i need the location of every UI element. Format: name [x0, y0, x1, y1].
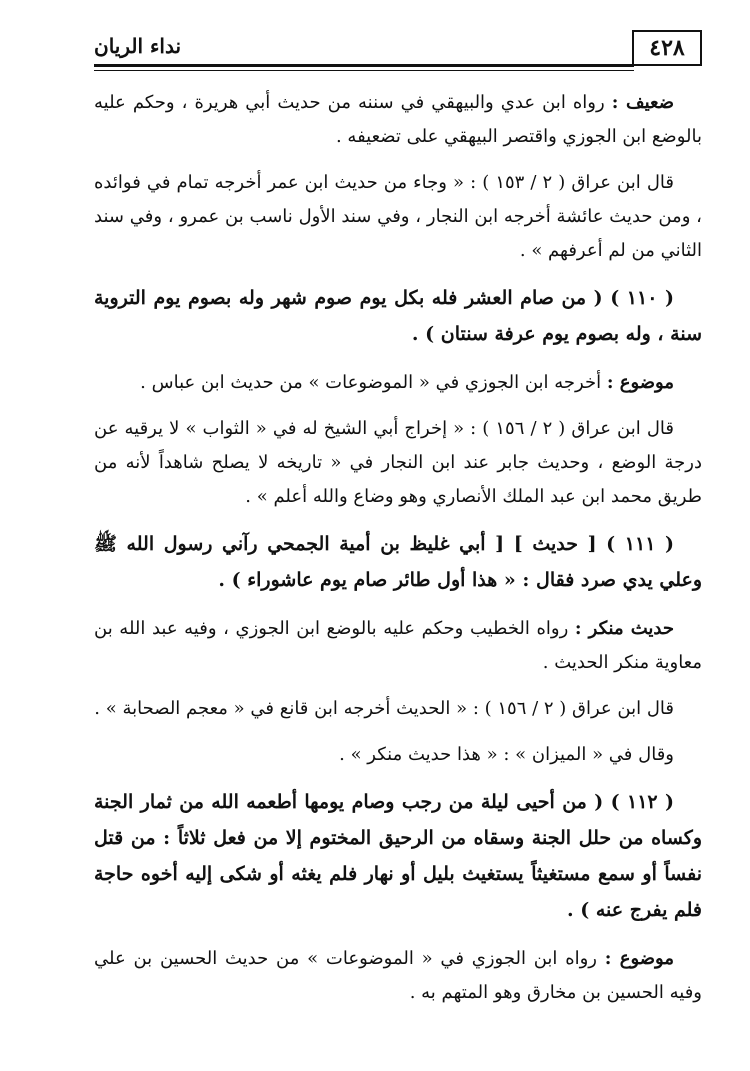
page-number: ٤٢٨ — [632, 30, 702, 66]
quote-paragraph — [94, 166, 702, 268]
verdict-label: موضوع : — [606, 372, 674, 393]
verdict-paragraph — [94, 942, 702, 1010]
verdict-text: رواه ابن عدي والبيهقي في سننه من حديث أبي هريرة ، وحكم عليه بالوضع ابن الجوزي واقتصر البيهقي على تضعيفه . — [94, 92, 702, 147]
hadith-text: ( ١١٢ ) ( من أحيى ليلة من رجب وصام يومها أطعمه الله من ثمار الجنة وكساه من حلل الجنة وسقاه من الرحيق المختوم إلا من فعل ثلاثاً : من قتل نفساً أو سمع مستغيثاً يستغيث بليل أو نهار فلم يغثه أو شكى إليه أخوه حاجة فلم يفرج عنه ) . — [94, 791, 702, 921]
quote-paragraph — [94, 738, 702, 772]
header-rule-thick — [94, 64, 634, 67]
verdict-paragraph — [94, 366, 702, 400]
verdict-text: أخرجه ابن الجوزي في « الموضوعات » من حديث ابن عباس . — [140, 372, 607, 393]
quote-text: قال ابن عراق ( ٢ / ١٥٣ ) : « وجاء من حديث ابن عمر أخرجه تمام في فوائده ، ومن حديث عائشة أخرجه ابن النجار ، وفي سند الأول ناسب بن عمرو ، وفي سند الثاني من لم أعرفهم » . — [94, 172, 702, 261]
verdict-label: حديث منكر : — [574, 618, 674, 639]
verdict-label: موضوع : — [604, 948, 674, 969]
verdict-text: رواه الخطيب وحكم عليه بالوضع ابن الجوزي ، وفيه عبد الله بن معاوية منكر الحديث . — [94, 618, 702, 673]
quote-text: قال ابن عراق ( ٢ / ١٥٦ ) : « الحديث أخرجه ابن قانع في « معجم الصحابة » . — [94, 698, 674, 719]
quote-paragraph — [94, 692, 702, 726]
verdict-paragraph — [94, 612, 702, 680]
quote-text: وقال في « الميزان » : « هذا حديث منكر » . — [339, 744, 674, 765]
verdict-paragraph — [94, 86, 702, 154]
hadith-111 — [94, 526, 702, 598]
quote-text: قال ابن عراق ( ٢ / ١٥٦ ) : « إخراج أبي الشيخ له في « الثواب » لا يرقيه عن درجة الوضع ، وحديث جابر عند ابن النجار في « تاريخه لا يصلح شاهداً لأنه من طريق محمد ابن عبد الملك الأنصاري وهو وضاع والله أعلم » . — [94, 418, 702, 507]
hadith-text: ( ١١٠ ) ( من صام العشر فله بكل يوم صوم شهر وله بصوم يوم التروية سنة ، وله بصوم يوم عرفة سنتان ) . — [94, 287, 702, 345]
hadith-112 — [94, 784, 702, 928]
running-title: نداء الريان — [94, 34, 182, 58]
page-body — [94, 86, 702, 1022]
hadith-110 — [94, 280, 702, 352]
verdict-text: رواه ابن الجوزي في « الموضوعات » من حديث الحسين بن علي وفيه الحسين بن مخارق وهو المتهم به . — [94, 948, 702, 1003]
header-rule-thin — [94, 70, 634, 71]
hadith-text: ( ١١١ ) [ حديث ] [ أبي غليظ بن أمية الجمحي رآني رسول الله ﷺ وعلي يدي صرد فقال : « هذا أول طائر صام يوم عاشوراء ) . — [94, 533, 702, 591]
verdict-label: ضعيف : — [611, 92, 674, 113]
quote-paragraph — [94, 412, 702, 514]
